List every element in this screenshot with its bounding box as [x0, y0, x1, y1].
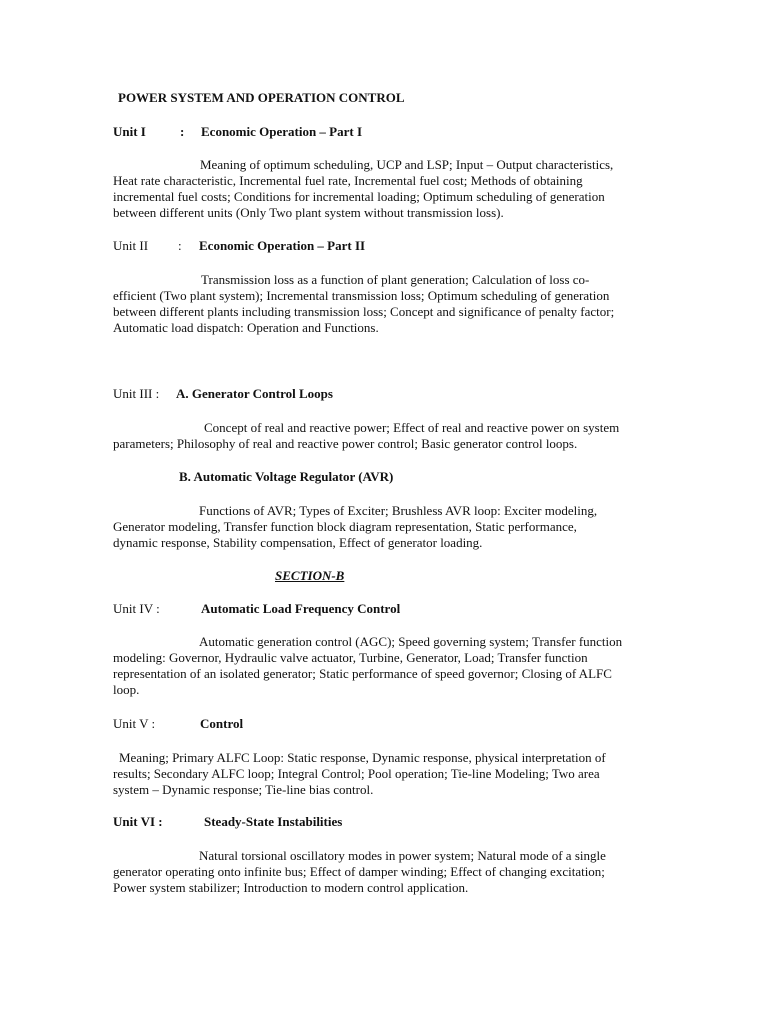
unit-i-body	[113, 157, 658, 221]
unit-iii-sub-line: Functions of AVR; Types of Exciter; Brushless AVR loop: Exciter modeling,	[199, 503, 598, 518]
unit-iv-line: loop.	[113, 682, 140, 697]
unit-ii-line: between different plants including transmission loss; Concept and significance of penalty factor;	[113, 304, 615, 319]
unit-vi-body	[113, 848, 658, 896]
unit-i-separator: :	[180, 124, 185, 139]
unit-iii-sub-body	[113, 503, 658, 551]
unit-vi-line: Power system stabilizer; Introduction to modern control application.	[113, 880, 469, 895]
unit-ii-line: Automatic load dispatch: Operation and Functions.	[113, 320, 379, 335]
unit-v-heading: Control	[200, 716, 244, 731]
unit-ii-heading: Economic Operation – Part II	[199, 238, 366, 253]
unit-vi-heading: Steady-State Instabilities	[204, 814, 343, 829]
unit-vi-line: generator operating onto infinite bus; Effect of damper winding; Effect of changing excitation;	[113, 864, 605, 879]
unit-iii-body	[113, 420, 658, 452]
unit-vi-line: Natural torsional oscillatory modes in power system; Natural mode of a single	[199, 848, 606, 863]
unit-ii-line: Transmission loss as a function of plant generation; Calculation of loss co-	[201, 272, 590, 287]
unit-ii-body	[113, 272, 658, 336]
unit-i-heading: Economic Operation – Part I	[201, 124, 363, 139]
unit-ii-label: Unit II	[113, 238, 149, 253]
unit-iv-line: Automatic generation control (AGC); Speed governing system; Transfer function	[199, 634, 623, 649]
unit-ii-line: efficient (Two plant system); Incremental transmission loss; Optimum scheduling of generation	[113, 288, 610, 303]
unit-iv-label: Unit IV :	[113, 601, 160, 616]
unit-v-label: Unit V :	[113, 716, 156, 731]
unit-iv-line: representation of an isolated generator; Static performance of speed governor; Closing of ALFC	[113, 666, 612, 681]
unit-iii-line: parameters; Philosophy of real and reactive power control; Basic generator control loops.	[113, 436, 578, 451]
page-title: POWER SYSTEM AND OPERATION CONTROL	[118, 90, 405, 105]
unit-iii-subheading: B. Automatic Voltage Regulator (AVR)	[179, 469, 394, 484]
unit-iii-heading: A. Generator Control Loops	[176, 386, 333, 401]
unit-i-line: between different units (Only Two plant system without transmission loss).	[113, 205, 504, 220]
unit-iii-sub-line: dynamic response, Stability compensation, Effect of generator loading.	[113, 535, 483, 550]
unit-iv-body	[113, 634, 658, 698]
unit-iv-line: modeling: Governor, Hydraulic valve actuator, Turbine, Generator, Load; Transfer function	[113, 650, 588, 665]
unit-iii-label: Unit III :	[113, 386, 160, 401]
unit-iii-line: Concept of real and reactive power; Effect of real and reactive power on system	[204, 420, 620, 435]
unit-iv-heading: Automatic Load Frequency Control	[201, 601, 401, 616]
unit-ii-separator: :	[178, 238, 182, 253]
unit-i-line: Meaning of optimum scheduling, UCP and LSP; Input – Output characteristics,	[200, 157, 614, 172]
unit-vi-label: Unit VI :	[113, 814, 163, 829]
unit-i-label: Unit I	[113, 124, 146, 139]
unit-v-line: system – Dynamic response; Tie-line bias control.	[113, 782, 374, 797]
unit-v-line: results; Secondary ALFC loop; Integral Control; Pool operation; Tie-line Modeling; Two area	[113, 766, 600, 781]
unit-i-line: incremental fuel costs; Conditions for incremental loading; Optimum scheduling of generation	[113, 189, 605, 204]
unit-v-line: Meaning; Primary ALFC Loop: Static response, Dynamic response, physical interpretation of	[119, 750, 606, 765]
section-b-heading: SECTION-B	[275, 568, 345, 583]
unit-iii-sub-line: Generator modeling, Transfer function block diagram representation, Static performance,	[113, 519, 577, 534]
unit-v-body	[113, 750, 658, 798]
unit-i-line: Heat rate characteristic, Incremental fuel rate, Incremental fuel cost; Methods of obtaining	[113, 173, 583, 188]
